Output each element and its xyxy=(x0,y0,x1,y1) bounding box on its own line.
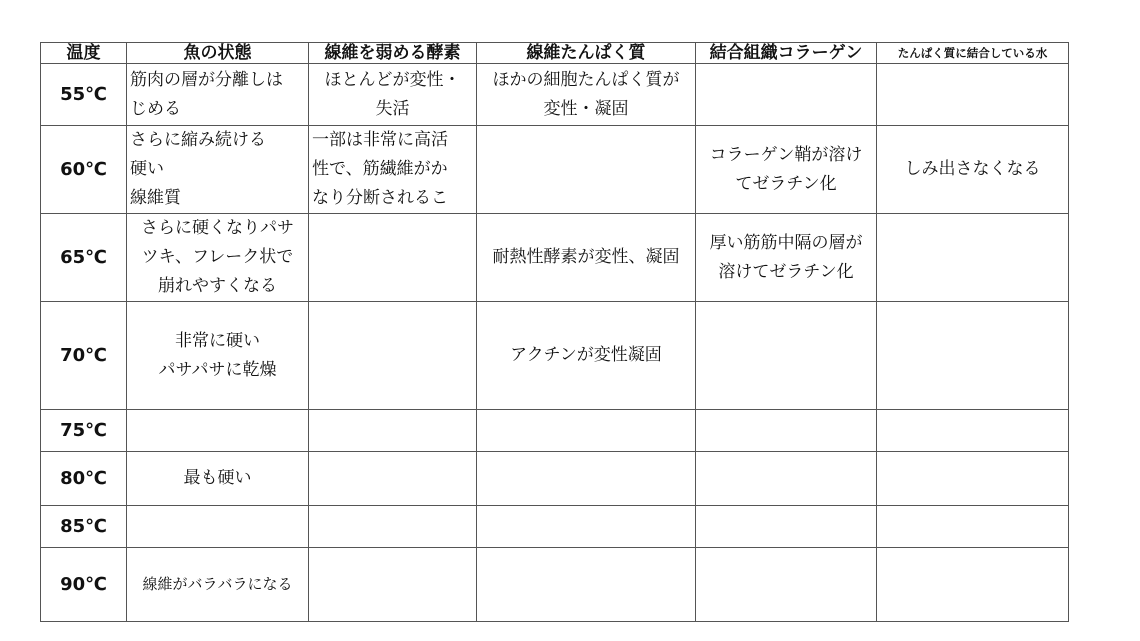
cell-line: 耐熱性酵素が変性、凝固 xyxy=(492,247,680,267)
table-row xyxy=(41,64,1069,126)
cell-line: てゼラチン化 xyxy=(735,173,837,194)
cell-line: 変性・凝固 xyxy=(543,98,629,119)
cell-line: 溶けてゼラチン化 xyxy=(718,261,854,282)
bound-water-cell xyxy=(877,410,1069,452)
table-row xyxy=(41,506,1069,548)
cell-line: 一部は非常に高活 xyxy=(312,130,448,150)
table-row xyxy=(41,410,1069,452)
fiber-protein-cell xyxy=(477,302,696,410)
header-fish-state: 魚の状態 xyxy=(127,43,309,64)
enzyme-cell xyxy=(309,452,477,506)
bound-water-cell xyxy=(877,548,1069,622)
cell-line: しみ出さなくなる xyxy=(904,159,1041,179)
fish-state-cell xyxy=(127,302,309,410)
fiber-protein-cell xyxy=(477,548,696,622)
table-row xyxy=(41,302,1069,410)
cell-line: ほとんどが変性・ xyxy=(324,69,461,90)
enzyme-cell xyxy=(309,64,477,126)
bound-water-cell xyxy=(877,302,1069,410)
collagen-cell xyxy=(696,302,877,410)
collagen-cell xyxy=(696,126,877,214)
fiber-protein-cell xyxy=(477,410,696,452)
enzyme-cell xyxy=(309,506,477,548)
bound-water-cell xyxy=(877,452,1069,506)
bound-water-cell xyxy=(877,214,1069,302)
header-fiber-protein: 線維たんぱく質 xyxy=(477,43,696,64)
cell-line: さらに硬くなりパサ xyxy=(141,218,294,238)
temp-cell: 60℃ xyxy=(41,126,127,214)
collagen-cell xyxy=(696,452,877,506)
cell-line: 筋肉の層が分離しは xyxy=(130,69,283,90)
cell-line: 厚い筋筋中隔の層が xyxy=(709,232,863,253)
enzyme-cell xyxy=(309,548,477,622)
temp-cell: 65℃ xyxy=(41,214,127,302)
cell-line: ほかの細胞たんぱく質が xyxy=(492,69,680,90)
temp-cell: 80℃ xyxy=(41,452,127,506)
collagen-cell xyxy=(696,64,877,126)
cell-line: なり分断されるこ xyxy=(312,188,448,208)
cell-line: コラーゲン鞘が溶け xyxy=(709,144,863,165)
fish-state-cell xyxy=(127,214,309,302)
header-row xyxy=(41,43,1069,64)
temp-cell: 70℃ xyxy=(41,302,127,410)
table-row xyxy=(41,548,1069,622)
cell-line: さらに縮み続ける xyxy=(130,130,266,150)
table-row xyxy=(41,214,1069,302)
cell-line: 非常に硬い xyxy=(175,330,260,351)
header-bound-water: たんぱく質に結合している水 xyxy=(877,43,1069,64)
bound-water-cell xyxy=(877,506,1069,548)
enzyme-cell xyxy=(309,410,477,452)
fiber-protein-cell xyxy=(477,506,696,548)
temp-cell: 55℃ xyxy=(41,64,127,126)
bound-water-cell xyxy=(877,64,1069,126)
enzyme-cell xyxy=(309,214,477,302)
cell-line: 最も硬い xyxy=(183,468,252,488)
collagen-cell xyxy=(696,410,877,452)
fiber-protein-cell xyxy=(477,64,696,126)
temp-cell: 85℃ xyxy=(41,506,127,548)
cell-line: 線維質 xyxy=(130,188,181,208)
temp-cell: 90℃ xyxy=(41,548,127,622)
cell-line: 崩れやすくなる xyxy=(158,276,277,296)
bound-water-cell xyxy=(877,126,1069,214)
fish-state-cell xyxy=(127,410,309,452)
cell-line: 線維がバラバラになる xyxy=(142,575,293,593)
cell-line: 性で、筋繊維がか xyxy=(312,159,448,179)
cell-line: パサパサに乾燥 xyxy=(158,359,277,380)
fish-state-cell xyxy=(127,64,309,126)
header-temp: 温度 xyxy=(41,43,127,64)
fish-cooking-temperature-table xyxy=(40,42,1069,622)
fish-state-cell xyxy=(127,126,309,214)
enzyme-cell xyxy=(309,126,477,214)
fiber-protein-cell xyxy=(477,452,696,506)
collagen-cell xyxy=(696,548,877,622)
cell-line: 硬い xyxy=(130,159,164,179)
temp-cell: 75℃ xyxy=(41,410,127,452)
cell-line: アクチンが変性凝固 xyxy=(510,345,662,365)
cell-line: ツキ、フレーク状で xyxy=(141,247,294,267)
cell-line: じめる xyxy=(130,98,181,119)
enzyme-cell xyxy=(309,302,477,410)
fish-state-cell xyxy=(127,506,309,548)
collagen-cell xyxy=(696,506,877,548)
fish-state-cell xyxy=(127,548,309,622)
collagen-cell xyxy=(696,214,877,302)
header-collagen: 結合組織コラーゲン xyxy=(696,43,877,64)
cell-line: 失活 xyxy=(375,98,410,119)
table-row xyxy=(41,126,1069,214)
fiber-protein-cell xyxy=(477,214,696,302)
fiber-protein-cell xyxy=(477,126,696,214)
table-row xyxy=(41,452,1069,506)
fish-state-cell xyxy=(127,452,309,506)
header-enzyme: 線維を弱める酵素 xyxy=(309,43,477,64)
